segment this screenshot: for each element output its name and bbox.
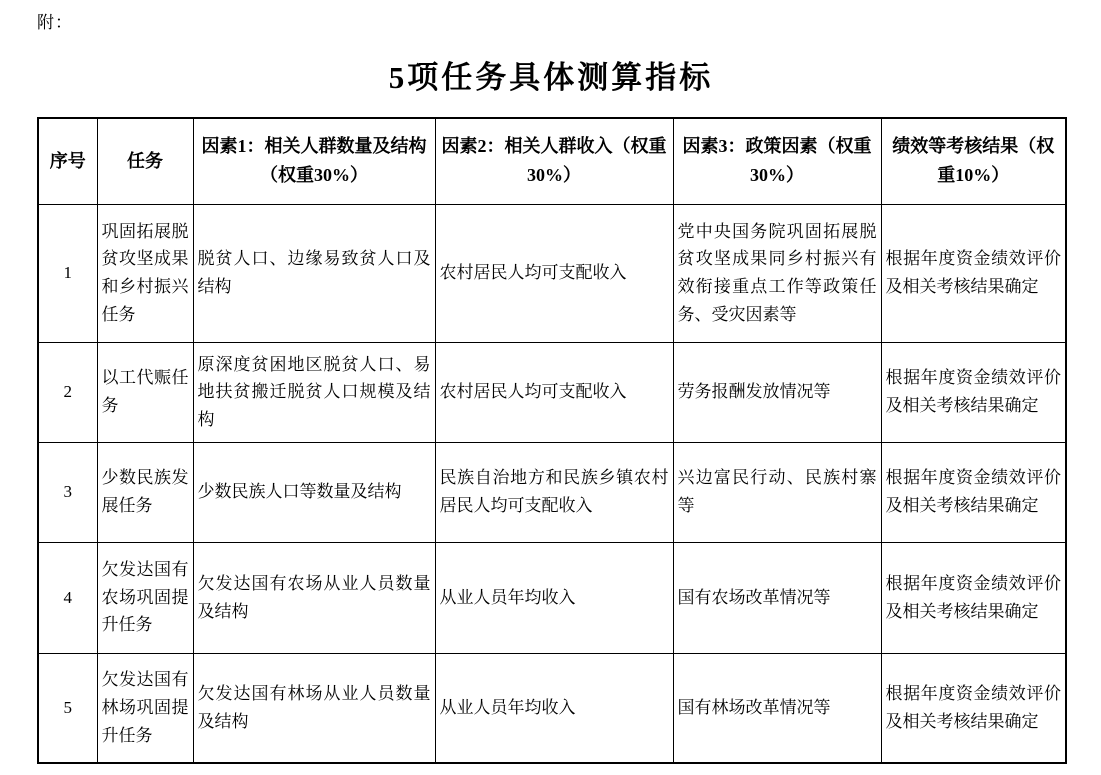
cell-task: 欠发达国有农场巩固提升任务 [97,542,193,653]
page-title: 5项任务具体测算指标 [388,60,714,95]
header-index: 序号 [38,118,97,204]
cell-factor3: 国有林场改革情况等 [673,653,881,763]
table-row [38,204,1066,342]
cell-factor1: 脱贫人口、边缘易致贫人口及结构 [193,204,435,342]
cell-result: 根据年度资金绩效评价及相关考核结果确定 [881,653,1066,763]
cell-factor2: 从业人员年均收入 [435,653,673,763]
cell-index: 5 [38,653,97,763]
cell-factor1: 欠发达国有农场从业人员数量及结构 [193,542,435,653]
cell-result: 根据年度资金绩效评价及相关考核结果确定 [881,204,1066,342]
table-row [38,653,1066,763]
cell-factor1: 原深度贫困地区脱贫人口、易地扶贫搬迁脱贫人口规模及结构 [193,342,435,442]
cell-factor3: 党中央国务院巩固拓展脱贫攻坚成果同乡村振兴有效衔接重点工作等政策任务、受灾因素等 [673,204,881,342]
header-factor3: 因素3：政策因素（权重30%） [673,118,881,204]
cell-index: 3 [38,442,97,542]
cell-result: 根据年度资金绩效评价及相关考核结果确定 [881,342,1066,442]
cell-result: 根据年度资金绩效评价及相关考核结果确定 [881,442,1066,542]
cell-factor1: 欠发达国有林场从业人员数量及结构 [193,653,435,763]
table-row [38,542,1066,653]
table-header-row [38,118,1066,204]
cell-task: 以工代赈任务 [97,342,193,442]
cell-index: 2 [38,342,97,442]
cell-factor2: 农村居民人均可支配收入 [435,342,673,442]
cell-factor2: 农村居民人均可支配收入 [435,204,673,342]
cell-result: 根据年度资金绩效评价及相关考核结果确定 [881,542,1066,653]
header-task: 任务 [97,118,193,204]
table-row [38,442,1066,542]
cell-factor2: 从业人员年均收入 [435,542,673,653]
attachment-label: 附： [37,13,73,32]
cell-index: 4 [38,542,97,653]
cell-factor3: 兴边富民行动、民族村寨等 [673,442,881,542]
cell-factor3: 国有农场改革情况等 [673,542,881,653]
cell-task: 少数民族发展任务 [97,442,193,542]
cell-task: 欠发达国有林场巩固提升任务 [97,653,193,763]
indicators-table [37,117,1067,764]
table-row [38,342,1066,442]
cell-index: 1 [38,204,97,342]
cell-factor3: 劳务报酬发放情况等 [673,342,881,442]
cell-factor1: 少数民族人口等数量及结构 [193,442,435,542]
cell-task: 巩固拓展脱贫攻坚成果和乡村振兴任务 [97,204,193,342]
header-factor2: 因素2：相关人群收入（权重30%） [435,118,673,204]
cell-factor2: 民族自治地方和民族乡镇农村居民人均可支配收入 [435,442,673,542]
header-factor1: 因素1：相关人群数量及结构（权重30%） [193,118,435,204]
header-result: 绩效等考核结果（权重10%） [881,118,1066,204]
